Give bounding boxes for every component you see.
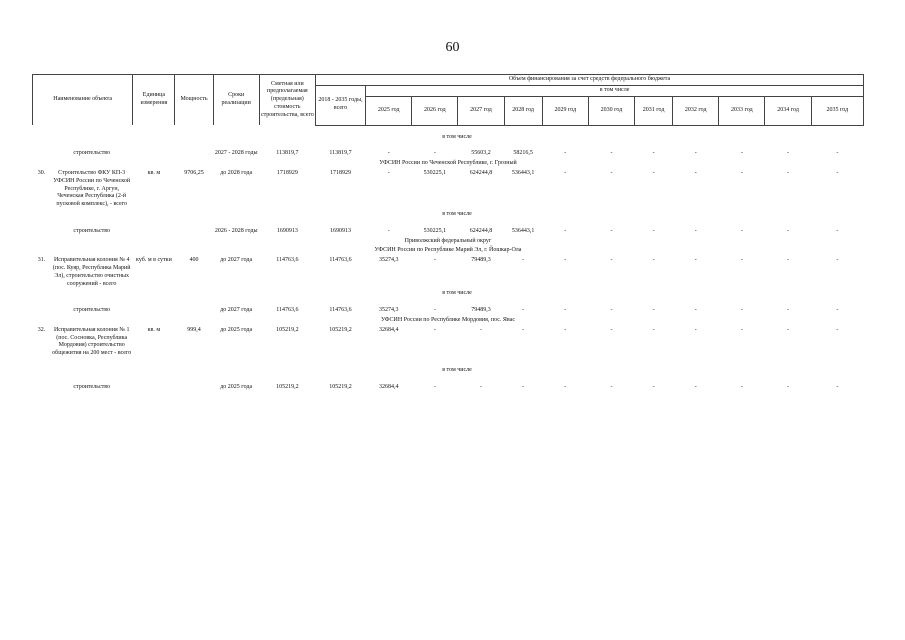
- region-heading: УФСИН России по Чеченской Республике, г. Грозный: [379, 160, 517, 167]
- header-year: 2034 год: [765, 96, 811, 125]
- header-year: 2035 год: [811, 96, 863, 125]
- year-value: 58216,5: [513, 150, 533, 157]
- header-name: Наименование объекта: [33, 75, 133, 126]
- table-row: [33, 306, 864, 316]
- term-cell: до 2027 года: [220, 257, 253, 264]
- year-value: -: [836, 227, 839, 234]
- year-value: 32684,4: [378, 383, 399, 390]
- subheading: в том числе: [442, 133, 472, 140]
- year-value: -: [610, 307, 613, 314]
- total-cell: 105219,2: [329, 326, 352, 333]
- year-value: 79489,3: [471, 307, 491, 314]
- header-year: 2027 год: [458, 96, 504, 125]
- year-value: 530225,1: [423, 227, 447, 234]
- table-row: [33, 316, 864, 326]
- year-value: -: [694, 257, 697, 264]
- total-cell: 114763,6: [329, 257, 352, 264]
- year-value: -: [787, 326, 790, 333]
- capacity-cell: 999,4: [187, 326, 201, 333]
- capacity-cell: [175, 227, 213, 237]
- year-value: -: [652, 227, 655, 234]
- year-value: -: [836, 307, 839, 314]
- header-funding-group: Объем финансирования за счет средств федерального бюджета: [315, 75, 863, 86]
- year-value: -: [564, 227, 567, 234]
- year-value: 35274,3: [378, 257, 399, 264]
- table-row: [33, 289, 864, 299]
- row-number: 30.: [37, 169, 46, 176]
- year-value: -: [694, 383, 697, 390]
- row-number: [33, 149, 51, 159]
- year-value: -: [564, 326, 567, 333]
- capacity-cell: 9706,25: [184, 169, 204, 176]
- term-cell: 2026 - 2028 годы: [214, 227, 258, 234]
- header-year: 2028 год: [504, 96, 542, 125]
- total-cell: 1690913: [330, 227, 352, 234]
- unit-cell: кв. м: [147, 326, 161, 333]
- page-number: 60: [445, 40, 460, 55]
- unit-cell: кв. м: [147, 169, 161, 176]
- year-value: -: [433, 383, 436, 390]
- year-value: -: [787, 257, 790, 264]
- term-cell: до 2025 года: [220, 326, 253, 333]
- year-value: 32684,4: [378, 326, 399, 333]
- funding-table: [32, 74, 864, 393]
- table-row: [33, 159, 864, 169]
- object-name: Исправительная колония № 4 (пос. Куяр, Республика Марий Эл), строительство очистных сооружений - всего: [52, 257, 131, 287]
- year-value: -: [652, 326, 655, 333]
- total-cell: 113819,7: [329, 150, 352, 157]
- year-value: -: [522, 326, 525, 333]
- object-name: Строительство ФКУ КП-3 УФСИН России по Чеченской Республике, г. Аргун, Чеченская Республика (2-й пусковой комплекс), - всего: [53, 169, 131, 208]
- year-value: -: [694, 326, 697, 333]
- total-cell: 114763,6: [329, 307, 352, 314]
- term-cell: до 2027 года: [220, 307, 253, 314]
- year-value: -: [652, 257, 655, 264]
- year-value: -: [564, 307, 567, 314]
- unit-cell: [133, 306, 175, 316]
- year-value: 536443,1: [511, 227, 535, 234]
- table-row: [33, 326, 864, 359]
- year-value: 530225,1: [423, 169, 447, 176]
- year-value: 79489,3: [471, 257, 491, 264]
- year-value: -: [610, 383, 613, 390]
- cost-cell: 105219,2: [276, 326, 299, 333]
- term-cell: до 2025 года: [220, 383, 253, 390]
- header-year: 2030 год: [588, 96, 634, 125]
- year-value: -: [387, 150, 390, 157]
- header-year: 2032 год: [673, 96, 719, 125]
- cost-cell: 113819,7: [276, 150, 299, 157]
- year-value: -: [740, 307, 743, 314]
- year-value: -: [787, 169, 790, 176]
- table-row: [33, 169, 864, 210]
- term-cell: 2027 - 2028 годы: [214, 150, 258, 157]
- header-year: 2025 год: [366, 96, 412, 125]
- subheading: в том числе: [442, 290, 472, 297]
- row-number: [33, 227, 51, 237]
- header-total: 2018 - 2035 годы, всего: [315, 85, 365, 125]
- year-value: -: [610, 150, 613, 157]
- year-value: -: [564, 169, 567, 176]
- year-value: -: [836, 169, 839, 176]
- region-heading: УФСИН России по Республике Марий Эл, г. Йошкар-Ола: [374, 247, 522, 254]
- header-year: 2026 год: [412, 96, 458, 125]
- year-value: -: [836, 150, 839, 157]
- object-name: строительство: [73, 227, 111, 234]
- header-year: 2029 год: [542, 96, 588, 125]
- year-value: -: [787, 227, 790, 234]
- year-value: -: [522, 307, 525, 314]
- year-value: -: [480, 326, 483, 333]
- row-number: 32.: [37, 326, 46, 333]
- term-cell: до 2028 года: [220, 169, 253, 176]
- table-row: [33, 133, 864, 143]
- year-value: -: [740, 169, 743, 176]
- cost-cell: 114763,6: [276, 257, 299, 264]
- year-value: -: [787, 307, 790, 314]
- total-cell: 105219,2: [329, 383, 352, 390]
- table-row: [33, 383, 864, 393]
- unit-cell: [133, 149, 175, 159]
- table-row: [33, 237, 864, 247]
- region-heading: УФСИН России по Республике Мордовия, пос. Явас: [381, 316, 515, 323]
- header-including: в том числе: [366, 85, 864, 96]
- table-row: [33, 149, 864, 159]
- year-value: -: [652, 150, 655, 157]
- year-value: -: [652, 307, 655, 314]
- capacity-cell: [175, 149, 213, 159]
- cost-cell: 1718929: [276, 169, 298, 176]
- year-value: -: [694, 227, 697, 234]
- table-row: [33, 227, 864, 237]
- year-value: -: [610, 257, 613, 264]
- row-number: 31.: [37, 257, 46, 264]
- year-value: -: [610, 169, 613, 176]
- table-row: [33, 366, 864, 376]
- year-value: -: [610, 227, 613, 234]
- year-value: -: [740, 257, 743, 264]
- header-year: 2031 год: [635, 96, 673, 125]
- header-capacity: Мощность: [175, 75, 213, 126]
- unit-cell: [133, 383, 175, 393]
- cost-cell: 1690913: [276, 227, 298, 234]
- year-value: -: [694, 169, 697, 176]
- year-value: -: [433, 326, 436, 333]
- year-value: 55603,2: [471, 150, 491, 157]
- year-value: -: [387, 169, 390, 176]
- year-value: -: [787, 150, 790, 157]
- object-name: строительство: [73, 307, 111, 314]
- year-value: -: [694, 150, 697, 157]
- cost-cell: 105219,2: [276, 383, 299, 390]
- object-name: строительство: [73, 150, 111, 157]
- region-heading: Приволжский федеральный округ: [404, 237, 492, 244]
- object-name: Исправительная колония № 1 (пос. Сосновка, Республика Мордовия) строительство общежития на 200 мест - всего: [52, 326, 132, 357]
- cost-cell: 114763,6: [276, 307, 299, 314]
- year-value: -: [387, 227, 390, 234]
- year-value: -: [740, 150, 743, 157]
- year-value: -: [433, 257, 436, 264]
- row-number: [33, 383, 51, 393]
- year-value: -: [652, 383, 655, 390]
- header-unit: Единица измерения: [133, 75, 175, 126]
- year-value: -: [610, 326, 613, 333]
- year-value: -: [787, 383, 790, 390]
- year-value: -: [564, 257, 567, 264]
- capacity-cell: [175, 383, 213, 393]
- header-year: 2033 год: [719, 96, 765, 125]
- object-name: строительство: [73, 383, 111, 390]
- year-value: -: [836, 326, 839, 333]
- year-value: 536443,1: [511, 169, 535, 176]
- total-cell: 1718929: [330, 169, 352, 176]
- header-term: Сроки реализации: [213, 75, 259, 126]
- unit-cell: куб. м в сутки: [136, 257, 172, 264]
- year-value: 624244,8: [469, 227, 493, 234]
- year-value: 35274,3: [378, 307, 399, 314]
- table-row: [33, 256, 864, 289]
- year-value: -: [652, 169, 655, 176]
- header-cost: Сметная или предполагаемая (предельная) стоимость строительства, всего: [259, 75, 315, 126]
- subheading: в том числе: [442, 210, 472, 217]
- year-value: -: [740, 227, 743, 234]
- capacity-cell: 400: [189, 257, 199, 264]
- year-value: -: [694, 307, 697, 314]
- year-value: -: [480, 383, 483, 390]
- year-value: -: [564, 383, 567, 390]
- year-value: -: [740, 326, 743, 333]
- table-row: [33, 246, 864, 256]
- year-value: -: [522, 383, 525, 390]
- table-row: [33, 210, 864, 220]
- year-value: -: [433, 307, 436, 314]
- year-value: -: [564, 150, 567, 157]
- row-number: [33, 306, 51, 316]
- unit-cell: [133, 227, 175, 237]
- year-value: -: [836, 257, 839, 264]
- capacity-cell: [175, 306, 213, 316]
- year-value: -: [836, 383, 839, 390]
- year-value: 624244,8: [469, 169, 493, 176]
- year-value: -: [740, 383, 743, 390]
- year-value: -: [433, 150, 436, 157]
- subheading: в том числе: [442, 366, 472, 373]
- year-value: -: [522, 257, 525, 264]
